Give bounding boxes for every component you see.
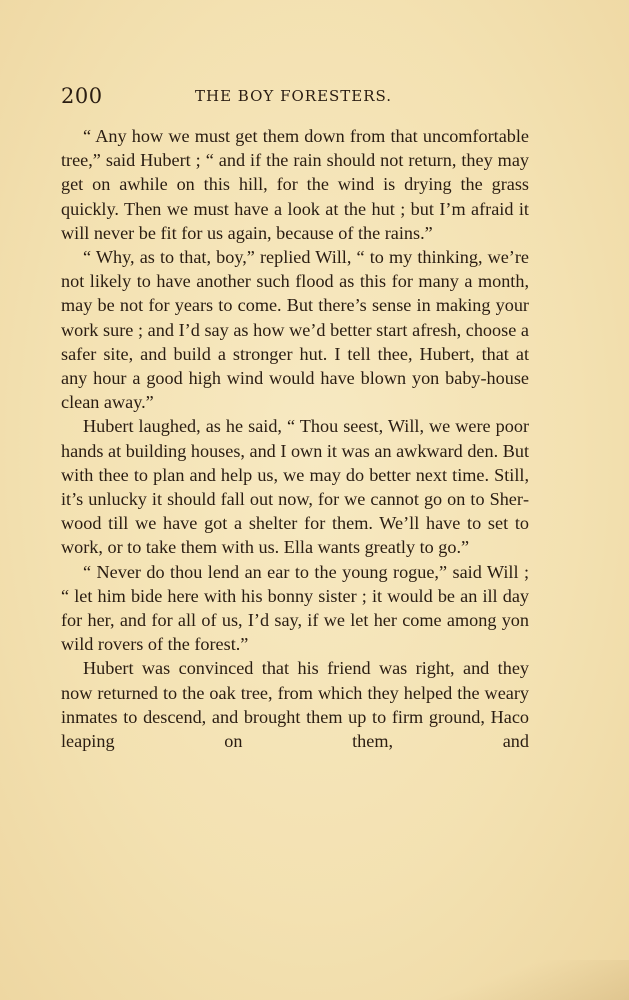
page-number: 200 <box>61 84 103 108</box>
page-corner-shadow <box>409 960 629 1000</box>
body-text <box>61 124 529 753</box>
paragraph-2: “ Why, as to that, boy,” replied Will, “ to my thinking, we’re not likely to have another such flood as this for many a month, may be not for years to come. But there’s sense in making your work sure ; and I’d say as how we’d better start afresh, choose a safer site, and build a stronger hut. I tell thee, Hubert, that at any hour a good high wind would have blown yon baby-house clean away.” <box>61 247 529 413</box>
paragraph-4: “ Never do thou lend an ear to the young rogue,” said Will ; “ let him bide here with his bonny sister ; it would be an ill day for her, and for all of us, I’d say, if we let her come among yon wild rovers of the forest.” <box>61 561 529 655</box>
paragraph-3: Hubert laughed, as he said, “ Thou seest, Will, we were poor hands at building houses, and I own it was an awkward den. But with thee to plan and help us, we may do better next time. Still, it’s unlucky it should fall out now, for we cannot go on to Sherwood till we have got a shelter for them. We’ll have to set to work, or to take them with us. Ella wants greatly to go.” <box>61 416 529 558</box>
paragraph-5: Hubert was convinced that his friend was right, and they now returned to the oak tree, from which they helped the weary inmates to descend, and brought them up to firm ground, Haco leaping on them, and <box>61 658 529 752</box>
page-header <box>61 84 529 110</box>
running-head: THE BOY FORESTERS. <box>195 87 393 105</box>
paragraph-1: “ Any how we must get them down from that uncomfortable tree,” said Hubert ; “ and if the rain should not return, they may get on awhile on this hill, for the wind is drying the grass quickly. Then we must have a look at the hut ; but I’m afraid it will never be fit for us again, because of the rains.” <box>61 126 529 243</box>
